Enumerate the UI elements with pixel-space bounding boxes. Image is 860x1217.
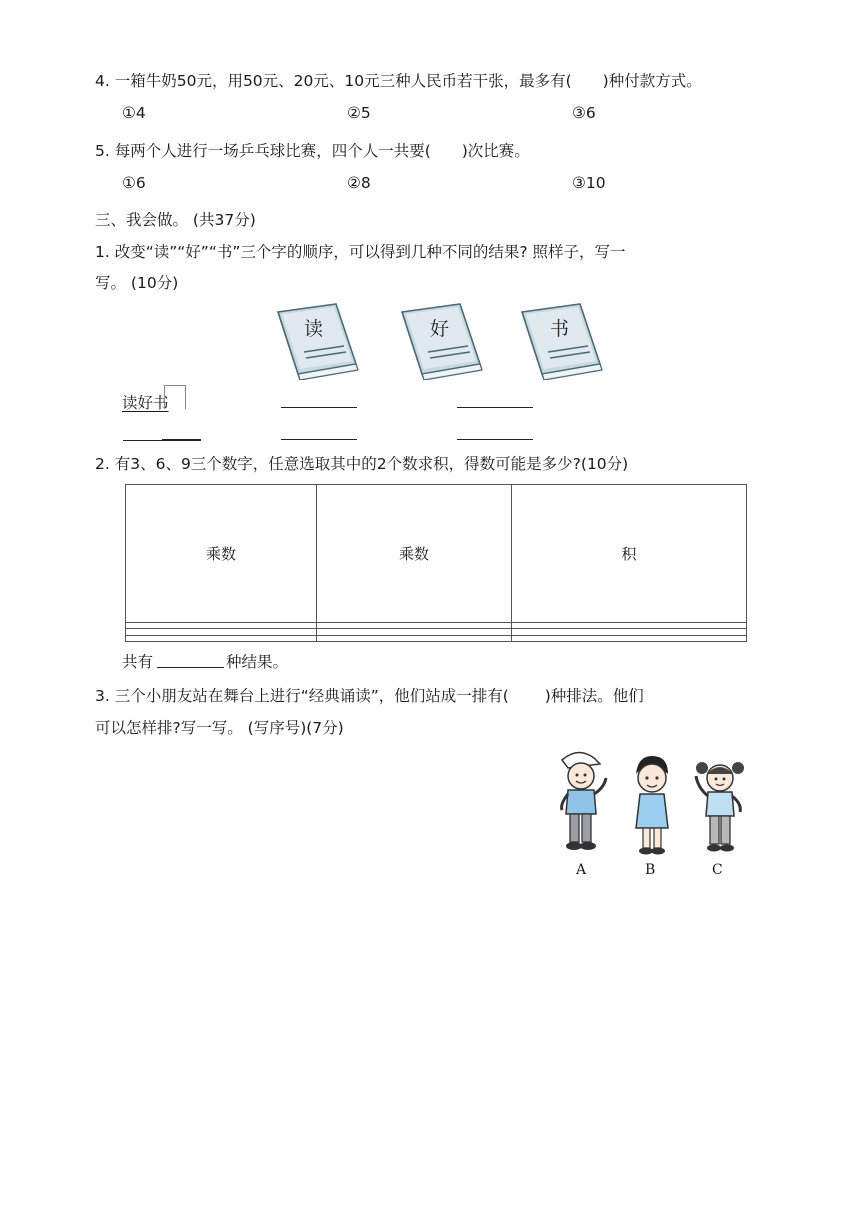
p1-blank-4[interactable] xyxy=(281,439,357,440)
p2-result-prefix: 共有 xyxy=(122,653,154,671)
q4-text: 4. 一箱牛奶50元，用50元、20元、10元三种人民币若干张，最多有( )种付款方式。 xyxy=(95,72,702,90)
child-label-b: B xyxy=(645,862,656,878)
p1-blank-3[interactable] xyxy=(123,440,201,441)
table-header-factor-1: 乘数 xyxy=(126,485,317,623)
p1-text-line2: 写。 (10分) xyxy=(95,274,179,292)
book-label-du: 读 xyxy=(304,318,324,340)
child-label-a: A xyxy=(576,862,587,878)
q4-option-3: ③6 xyxy=(572,104,596,122)
p2-text: 2. 有3、6、9三个数字，任意选取其中的2个数求积，得数可能是多少?(10分) xyxy=(95,455,629,473)
child-c-illustration xyxy=(690,754,750,858)
section-title: 三、我会做。 (共37分) xyxy=(95,211,256,229)
table-header-row xyxy=(126,485,747,623)
table-cell[interactable] xyxy=(126,635,317,641)
book-hao xyxy=(400,302,486,380)
p1-blank-3b xyxy=(162,439,201,440)
p3-text-line1: 3. 三个小朋友站在舞台上进行“经典诵读”，他们站成一排有( )种排法。他们 xyxy=(95,687,644,705)
table-cell[interactable] xyxy=(512,635,747,641)
cursor-box xyxy=(164,385,186,409)
p3-text-line2: 可以怎样排?写一写。 (写序号)(7分) xyxy=(95,719,344,737)
p1-text-line1: 1. 改变“读”“好”“书”三个字的顺序，可以得到几种不同的结果? 照样子，写一 xyxy=(95,243,626,261)
p1-blank-5[interactable] xyxy=(457,439,533,440)
book-du xyxy=(276,302,362,380)
q5-option-1: ①6 xyxy=(122,174,146,192)
child-label-c: C xyxy=(712,862,723,878)
q4-option-2: ②5 xyxy=(347,104,371,122)
p2-result-suffix: 种结果。 xyxy=(226,653,289,671)
child-a-illustration xyxy=(548,748,614,858)
book-shu xyxy=(520,302,606,380)
p1-blank-2[interactable] xyxy=(457,407,533,408)
q5-text: 5. 每两个人进行一场乒乓球比赛，四个人一共要( )次比赛。 xyxy=(95,142,530,160)
q4-option-1: ①4 xyxy=(122,104,146,122)
book-label-shu: 书 xyxy=(550,318,570,340)
table-header-factor-2: 乘数 xyxy=(317,485,512,623)
p1-blank-1[interactable] xyxy=(281,407,357,408)
child-b-illustration xyxy=(624,752,680,858)
table-cell[interactable] xyxy=(317,635,512,641)
product-table xyxy=(125,484,747,642)
p1-example: 读好书 xyxy=(122,394,169,412)
table-row xyxy=(126,635,747,641)
q5-option-2: ②8 xyxy=(347,174,371,192)
book-label-hao: 好 xyxy=(430,318,450,340)
table-header-product: 积 xyxy=(512,485,747,623)
q5-option-3: ③10 xyxy=(572,174,606,192)
p2-result-blank[interactable] xyxy=(157,667,224,668)
